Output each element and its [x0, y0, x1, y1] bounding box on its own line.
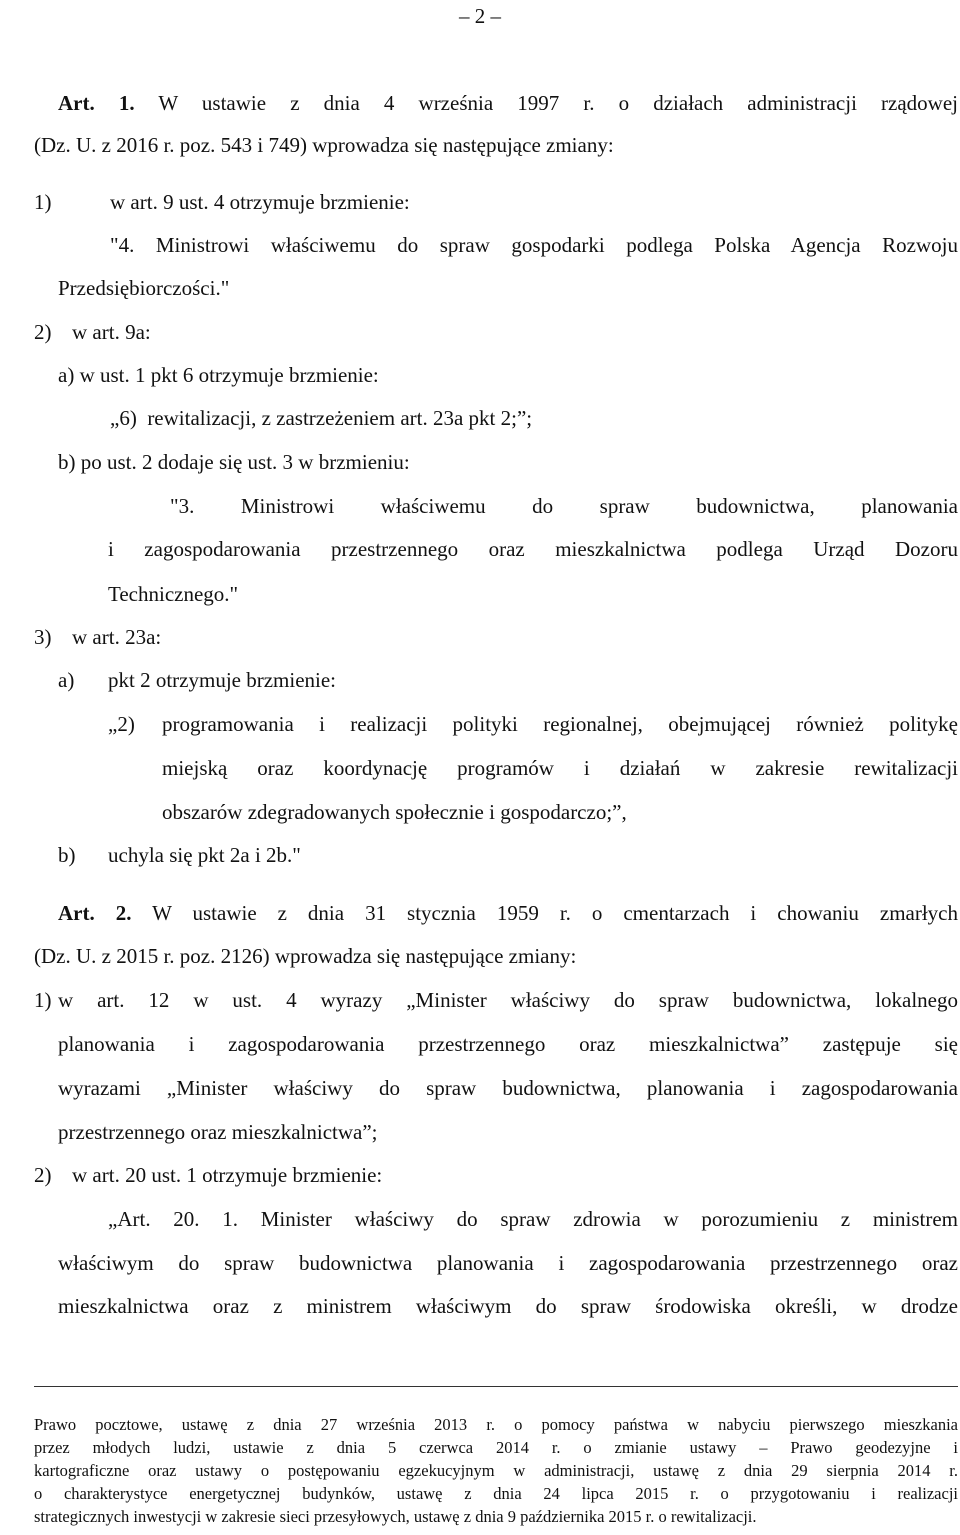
art1-point2a-quote: „6) rewitalizacji, z zastrzeżeniem art. 23a pkt 2;”;: [110, 406, 533, 430]
art1-point2-text: w art. 9a:: [72, 320, 151, 344]
art1-point1-quote-line1: "4. Ministrowi właściwemu do spraw gospodarki podlega Polska Agencja Rozwoju: [110, 233, 958, 257]
art1-intro: W ustawie z dnia 4 września 1997 r. o działach administracji rządowej: [158, 91, 959, 115]
art1-point3a-quote-line2: miejską oraz koordynację programów i działań w zakresie rewitalizacji: [162, 756, 958, 780]
art2-point2-quote-line3: mieszkalnictwa oraz z ministrem właściwym do spraw środowiska określi, w drodze: [58, 1294, 958, 1318]
art1-point3a-quote-num: „2): [108, 712, 135, 736]
art1-point1-num: 1): [34, 190, 52, 214]
page-number: – 2 –: [459, 4, 501, 28]
footnote-line3: kartograficzne oraz ustawy o postępowaniu egzekucyjnym w administracji, ustawę z dnia 29 sierpnia 2014 r.: [34, 1461, 958, 1480]
art2-point1-line4: przestrzennego oraz mieszkalnictwa”;: [58, 1120, 378, 1144]
art2-intro: W ustawie z dnia 31 stycznia 1959 r. o cmentarzach i chowaniu zmarłych: [152, 901, 958, 925]
footnote-line2: przez młodych ludzi, ustawie z dnia 5 czerwca 2014 r. o zmianie ustawy – Prawo geodezyjne i: [34, 1438, 958, 1457]
art2-point2-text: w art. 20 ust. 1 otrzymuje brzmienie:: [72, 1163, 383, 1187]
art1-line1: [58, 89, 958, 117]
art1-point3b-text: uchyla się pkt 2a i 2b.": [108, 843, 301, 867]
art2-line2: (Dz. U. z 2015 r. poz. 2126) wprowadza się następujące zmiany:: [34, 944, 577, 968]
art2-label: Art. 2.: [58, 901, 132, 925]
footnote-separator: [34, 1386, 958, 1387]
art1-line2: (Dz. U. z 2016 r. poz. 543 i 749) wprowadza się następujące zmiany:: [34, 133, 614, 157]
art1-point2b-quote-line3: Technicznego.": [108, 582, 239, 606]
art1-point3a-quote-line3: obszarów zdegradowanych społecznie i gospodarczo;”,: [162, 800, 627, 824]
art2-point2-num: 2): [34, 1163, 52, 1187]
art1-point2b-quote-line2: i zagospodarowania przestrzennego oraz mieszkalnictwa podlega Urząd Dozoru: [108, 537, 958, 561]
art2-point1-line2: planowania i zagospodarowania przestrzennego oraz mieszkalnictwa” zastępuje się: [58, 1032, 958, 1056]
art1-point2-num: 2): [34, 320, 52, 344]
art2-point2-quote-line2: właściwym do spraw budownictwa planowania i zagospodarowania przestrzennego oraz: [58, 1251, 958, 1275]
art1-point3-text: w art. 23a:: [72, 625, 162, 649]
art1-point2b-quote-line1: "3. Ministrowi właściwemu do spraw budownictwa, planowania: [170, 494, 958, 518]
art1-label: Art. 1.: [58, 91, 135, 115]
art2-point2-quote-line1: „Art. 20. 1. Minister właściwy do spraw zdrowia w porozumieniu z ministrem: [108, 1207, 958, 1231]
footnote: [34, 1413, 958, 1528]
footnote-line4: o charakterystyce energetycznej budynków, ustawę z dnia 24 lipca 2015 r. o przygotowaniu i realizacji: [34, 1484, 958, 1503]
art1-point1-quote-line2: Przedsiębiorczości.": [58, 276, 230, 300]
footnote-line1: Prawo pocztowe, ustawę z dnia 27 września 2013 r. o pomocy państwa w nabyciu pierwszego mieszkania: [34, 1415, 958, 1434]
art2-line1: [58, 899, 958, 927]
art1-point3a-text: pkt 2 otrzymuje brzmienie:: [108, 668, 337, 692]
footnote-line5: strategicznych inwestycji w zakresie sieci przesyłowych, ustawę z dnia 9 października 2015 r. o rewitalizacji.: [34, 1507, 757, 1526]
art1-point2a: a) w ust. 1 pkt 6 otrzymuje brzmienie:: [58, 363, 379, 387]
art2-point1-line3: wyrazami „Minister właściwy do spraw budownictwa, planowania i zagospodarowania: [58, 1076, 958, 1100]
art1-point2b: b) po ust. 2 dodaje się ust. 3 w brzmieniu:: [58, 450, 410, 474]
art1-point3a-letter: a): [58, 668, 75, 692]
art1-point3b-letter: b): [58, 843, 76, 867]
art1-point3a-quote-line1: programowania i realizacji polityki regionalnej, obejmującej również politykę: [162, 712, 958, 736]
art1-point3-num: 3): [34, 625, 52, 649]
art1-point1-text: w art. 9 ust. 4 otrzymuje brzmienie:: [110, 190, 410, 214]
art2-point1-num: 1): [34, 988, 52, 1012]
art2-point1-line1: w art. 12 w ust. 4 wyrazy „Minister właściwy do spraw budownictwa, lokalnego: [58, 988, 958, 1012]
